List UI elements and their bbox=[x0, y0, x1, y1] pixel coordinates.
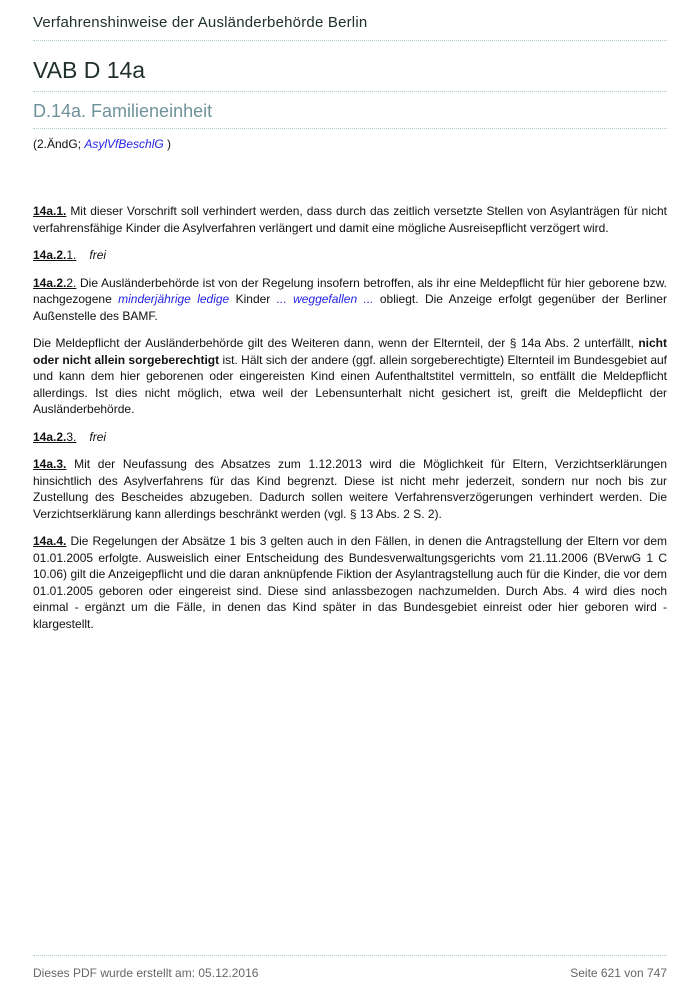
text-run: 14a.2. bbox=[33, 248, 67, 262]
document-body bbox=[33, 203, 667, 632]
document-header bbox=[33, 0, 667, 41]
text-run: Die Ausländerbehörde ist von der Regelung insofern betroffen, als ihr eine Meldepflicht für hier geborene bzw. nachgezogene bbox=[33, 275, 667, 306]
text-run: obliegt. Die Anzeige erfolgt gegenüber der Berliner Außenstelle des BAMF. bbox=[33, 292, 667, 323]
paragraph bbox=[33, 203, 667, 236]
page-title: VAB D 14a bbox=[33, 57, 667, 92]
text-run: 14a.3. bbox=[33, 457, 67, 471]
asylvfbeschlg-link[interactable]: AsylVfBeschlG bbox=[84, 137, 164, 151]
text-run: frei bbox=[89, 429, 107, 444]
text-run: Mit der Neufassung des Absatzes zum 1.12.2013 wird die Möglichkeit für Eltern, Verzichtserklärungen hinsichtlich des Asylverfahrens für das Kind begrenzt. Diese ist nicht mehr jederzeit, sondern nur noch bis zur Zustellung des Bescheides abzugeben. Dadurch sollen weitere Verfahrensverzögerungen verhindert werden. Die Verzichtserklärung kann allerdings beschränkt werden (vgl. § 13 Abs. 2 S. 2). bbox=[33, 457, 667, 521]
text-run: 14a.1. bbox=[33, 204, 67, 218]
paragraph bbox=[33, 335, 667, 418]
text-run: 14a.2. bbox=[33, 275, 67, 290]
paragraph bbox=[33, 456, 667, 522]
text-run: Mit dieser Vorschrift soll verhindert werden, dass durch das zeitlich versetzte Stellen von Asylanträgen für nicht verfahrensfähige Kinder die Asylverfahren verlängert und damit eine mögliche Ausreisepflicht verzögert wird. bbox=[33, 204, 667, 235]
document-footer bbox=[33, 955, 667, 980]
paragraph bbox=[33, 247, 667, 264]
text-run: ist. Hält sich der andere (ggf. allein sorgeberechtigte) Elternteil im Bundesgebiet auf und kann dem hier geborenen oder eingereisten Kind einen Aufenthaltstitel vermitteln, so entfällt die Meldepflicht allerdings. Ist dies nicht möglich, etwa weil der Lebensunterhalt nicht gesichert ist, greift die Meldepflicht der Ausländerbehörde. bbox=[33, 352, 667, 416]
footer-page-number: Seite 621 von 747 bbox=[570, 966, 667, 980]
paragraph bbox=[33, 275, 667, 325]
text-run: 3. bbox=[66, 429, 77, 444]
section-heading: D.14a. Familieneinheit bbox=[33, 101, 667, 129]
text-run: frei bbox=[89, 248, 107, 262]
text-run: nicht oder nicht allein sorgeberechtigt bbox=[33, 336, 667, 367]
inline-link[interactable]: minderjährige ledige bbox=[118, 292, 230, 306]
document-header-text: Verfahrenshinweise der Ausländerbehörde Berlin bbox=[33, 14, 368, 31]
text-run: Kinder bbox=[229, 292, 277, 306]
inline-link[interactable]: ... weggefallen ... bbox=[276, 292, 374, 306]
document-header-row bbox=[33, 14, 667, 41]
amendment-note bbox=[33, 137, 667, 151]
text-run: 1. bbox=[66, 248, 77, 262]
paragraph bbox=[33, 533, 667, 632]
paragraph bbox=[33, 429, 667, 446]
text-run: Die Regelungen der Absätze 1 bis 3 gelten auch in den Fällen, in denen die Antragstellung der Eltern vor dem 01.01.2005 erfolgte. Ausweislich einer Entscheidung des Bundesverwaltungsgerichts vom 21.11.2006 (BVerwG 1 C 10.06) gilt die Anzeigepflicht und die daran anknüpfende Fiktion der Asylantragstellung auch für die Kinder, die vor dem 01.01.2005 geboren oder eingereist sind. Diese sind anlassbezogen nachzumelden. Durch Abs. 4 wird dies noch einmal - ergänzt um die Fälle, in denen das Kind später in das Bundesgebiet einreist oder hier geboren wird - klargestellt. bbox=[33, 534, 667, 631]
text-run: Die Meldepflicht der Ausländerbehörde gilt des Weiteren dann, wenn der Elternteil, der § 14a Abs. 2 unterfällt, bbox=[33, 336, 639, 350]
amendment-note-prefix: (2.ÄndG; bbox=[33, 137, 85, 151]
amendment-note-suffix: ) bbox=[163, 137, 172, 151]
text-run: 14a.2. bbox=[33, 429, 67, 444]
footer-created-date: Dieses PDF wurde erstellt am: 05.12.2016 bbox=[33, 966, 259, 980]
text-run: 2. bbox=[66, 275, 77, 290]
text-run: 14a.4. bbox=[33, 534, 67, 548]
